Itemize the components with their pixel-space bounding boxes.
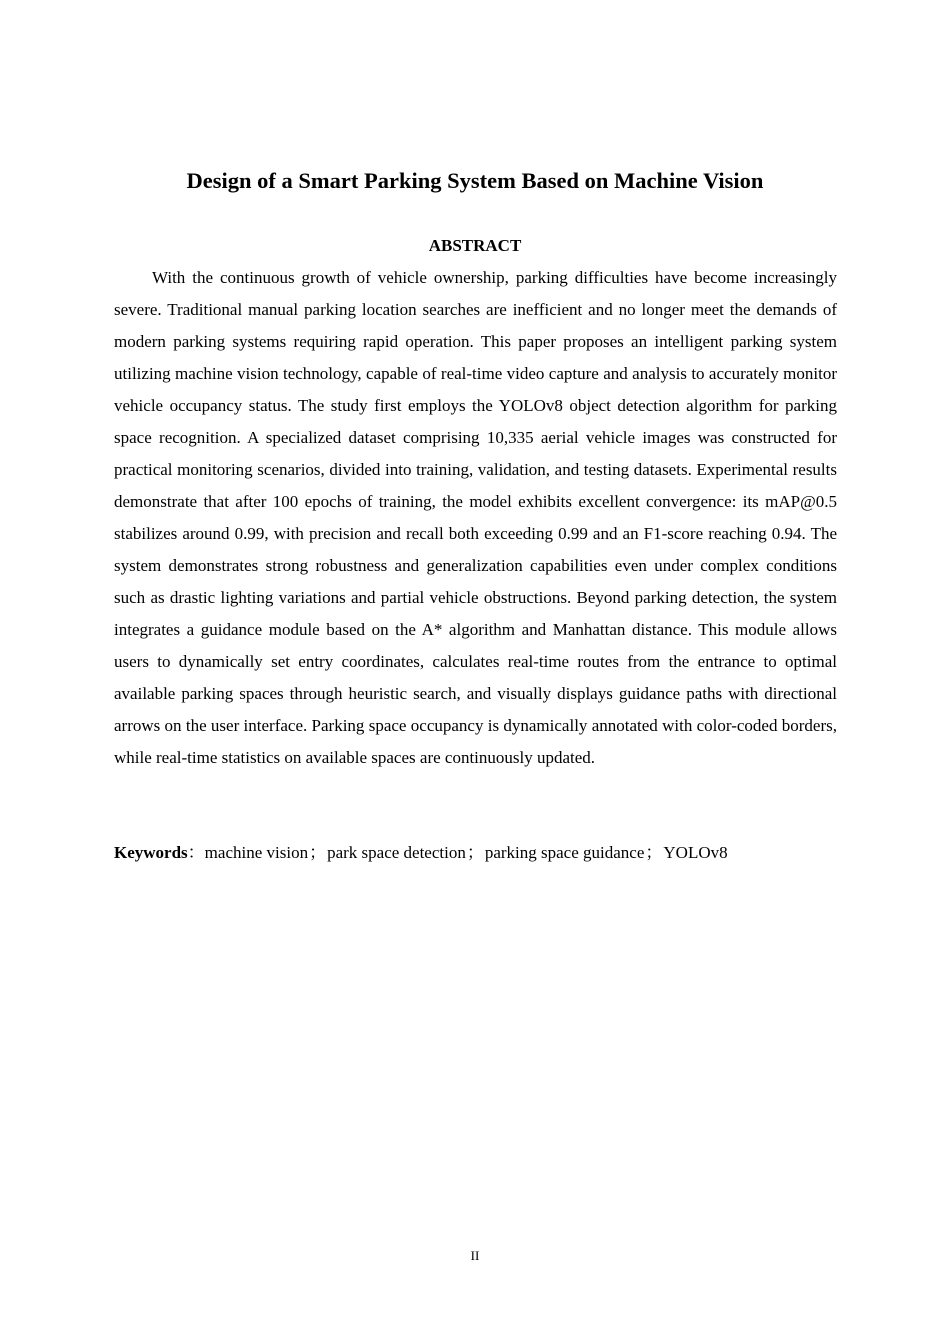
keyword-item: YOLOv8 [663, 843, 728, 862]
abstract-heading: ABSTRACT [428, 236, 522, 255]
keyword-separator: ； [645, 843, 663, 862]
keyword-item: parking space guidance [484, 843, 645, 862]
keyword-item: machine vision [204, 843, 309, 862]
keywords-label-separator: ： [187, 843, 205, 862]
keyword-separator: ； [309, 843, 327, 862]
keyword-separator: ； [466, 843, 484, 862]
keyword-item: park space detection [327, 843, 466, 862]
keywords-line [114, 837, 837, 869]
abstract-body: With the continuous growth of vehicle ownership, parking difficulties have become increasingly severe. Traditional manual parking location searches are inefficient and no longer meet the demands of modern parking systems requiring rapid operation. This paper proposes an intelligent parking system utilizing machine vision technology, capable of real-time video capture and analysis to accurately monitor vehicle occupancy status. The study first employs the YOLOv8 object detection algorithm for parking space recognition. A specialized dataset comprising 10,335 aerial vehicle images was constructed for practical monitoring scenarios, divided into training, validation, and testing datasets. Experimental results demonstrate that after 100 epochs of training, the model exhibits excellent convergence: its mAP@0.5 stabilizes around 0.99, with precision and recall both exceeding 0.99 and an F1-score reaching 0.94. The system demonstrates strong robustness and generalization capabilities even under complex conditions such as drastic lighting variations and partial vehicle obstructions. Beyond parking detection, the system integrates a guidance module based on the A* algorithm and Manhattan distance. This module allows users to dynamically set entry coordinates, calculates real-time routes from the entrance to optimal available parking spaces through heuristic search, and visually displays guidance paths with directional arrows on the user interface. Parking space occupancy is dynamically annotated with color-coded borders, while real-time statistics on available spaces are continuously updated. [114, 268, 837, 767]
paper-title: Design of a Smart Parking System Based on Machine Vision [186, 168, 764, 193]
page-number: II [470, 1248, 480, 1263]
keywords-label: Keywords [114, 843, 188, 862]
